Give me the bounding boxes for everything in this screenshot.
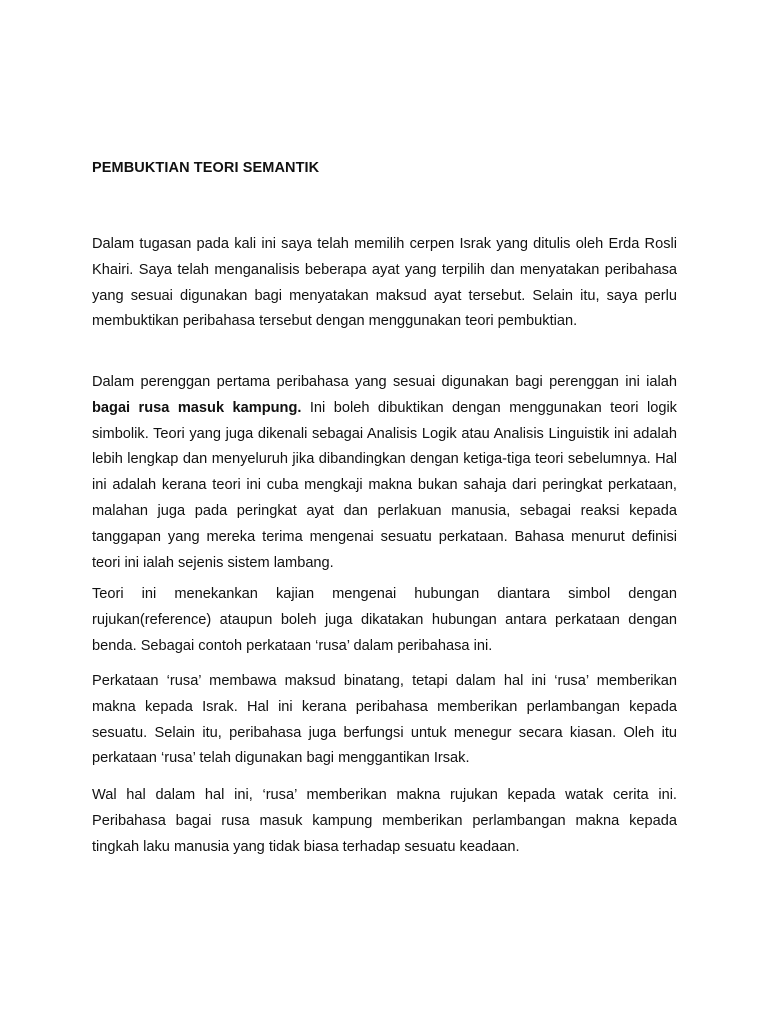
paragraph-rusa-meaning: Perkataan ‘rusa’ membawa maksud binatang, tetapi dalam hal ini ‘rusa’ memberikan makna kepada Israk. Hal ini kerana peribahasa memberikan perlambangan kepada sesuatu. Selain itu, peribahasa juga berfungsi untuk menegur secara kiasan. Oleh itu perkataan ‘rusa’ telah digunakan bagi menggantikan Irsak. <box>92 673 677 767</box>
paragraph-conclusion: Wal hal dalam hal ini, ‘rusa’ memberikan makna rujukan kepada watak cerita ini. Peribahasa bagai rusa masuk kampung memberikan perlambangan makna kepada tingkah laku manusia yang tidak biasa terhadap sesuatu keadaan. <box>92 787 677 855</box>
paragraph-first-analysis <box>92 370 677 576</box>
paragraph-text: Dalam perenggan pertama peribahasa yang sesuai digunakan bagi perenggan ini ialah <box>92 374 677 390</box>
paragraph-theory: Teori ini menekankan kajian mengenai hubungan diantara simbol dengan rujukan(reference) ataupun boleh juga dikatakan hubungan antara perkataan dengan benda. Sebagai contoh perkataan ‘rusa’ dalam peribahasa ini. <box>92 586 677 654</box>
paragraph-intro: Dalam tugasan pada kali ini saya telah memilih cerpen Israk yang ditulis oleh Erda Rosli Khairi. Saya telah menganalisis beberapa ayat yang terpilih dan menyatakan peribahasa yang sesuai digunakan bagi menyatakan maksud ayat tersebut. Selain itu, saya perlu membuktikan peribahasa tersebut dengan menggunakan teori pembuktian. <box>92 236 677 330</box>
proverb-bold: bagai rusa masuk kampung. <box>92 399 302 416</box>
paragraph-text: Ini boleh dibuktikan dengan menggunakan teori logik simbolik. Teori yang juga dikenali sebagai Analisis Logik atau Analisis Linguistik ini adalah lebih lengkap dan menyeluruh jika dibandingkan dengan ketiga-tiga teori sebelumnya. Hal ini adalah kerana teori ini cuba mengkaji makna bukan sahaja dari peringkat perkataan, malahan juga pada peringkat ayat dan perlakuan manusia, sebagai reaksi kepada tanggapan yang mereka terima mengenai sesuatu perkataan. Bahasa menurut definisi teori ini ialah sejenis sistem lambang. <box>92 399 677 571</box>
document-title: PEMBUKTIAN TEORI SEMANTIK <box>92 160 320 176</box>
